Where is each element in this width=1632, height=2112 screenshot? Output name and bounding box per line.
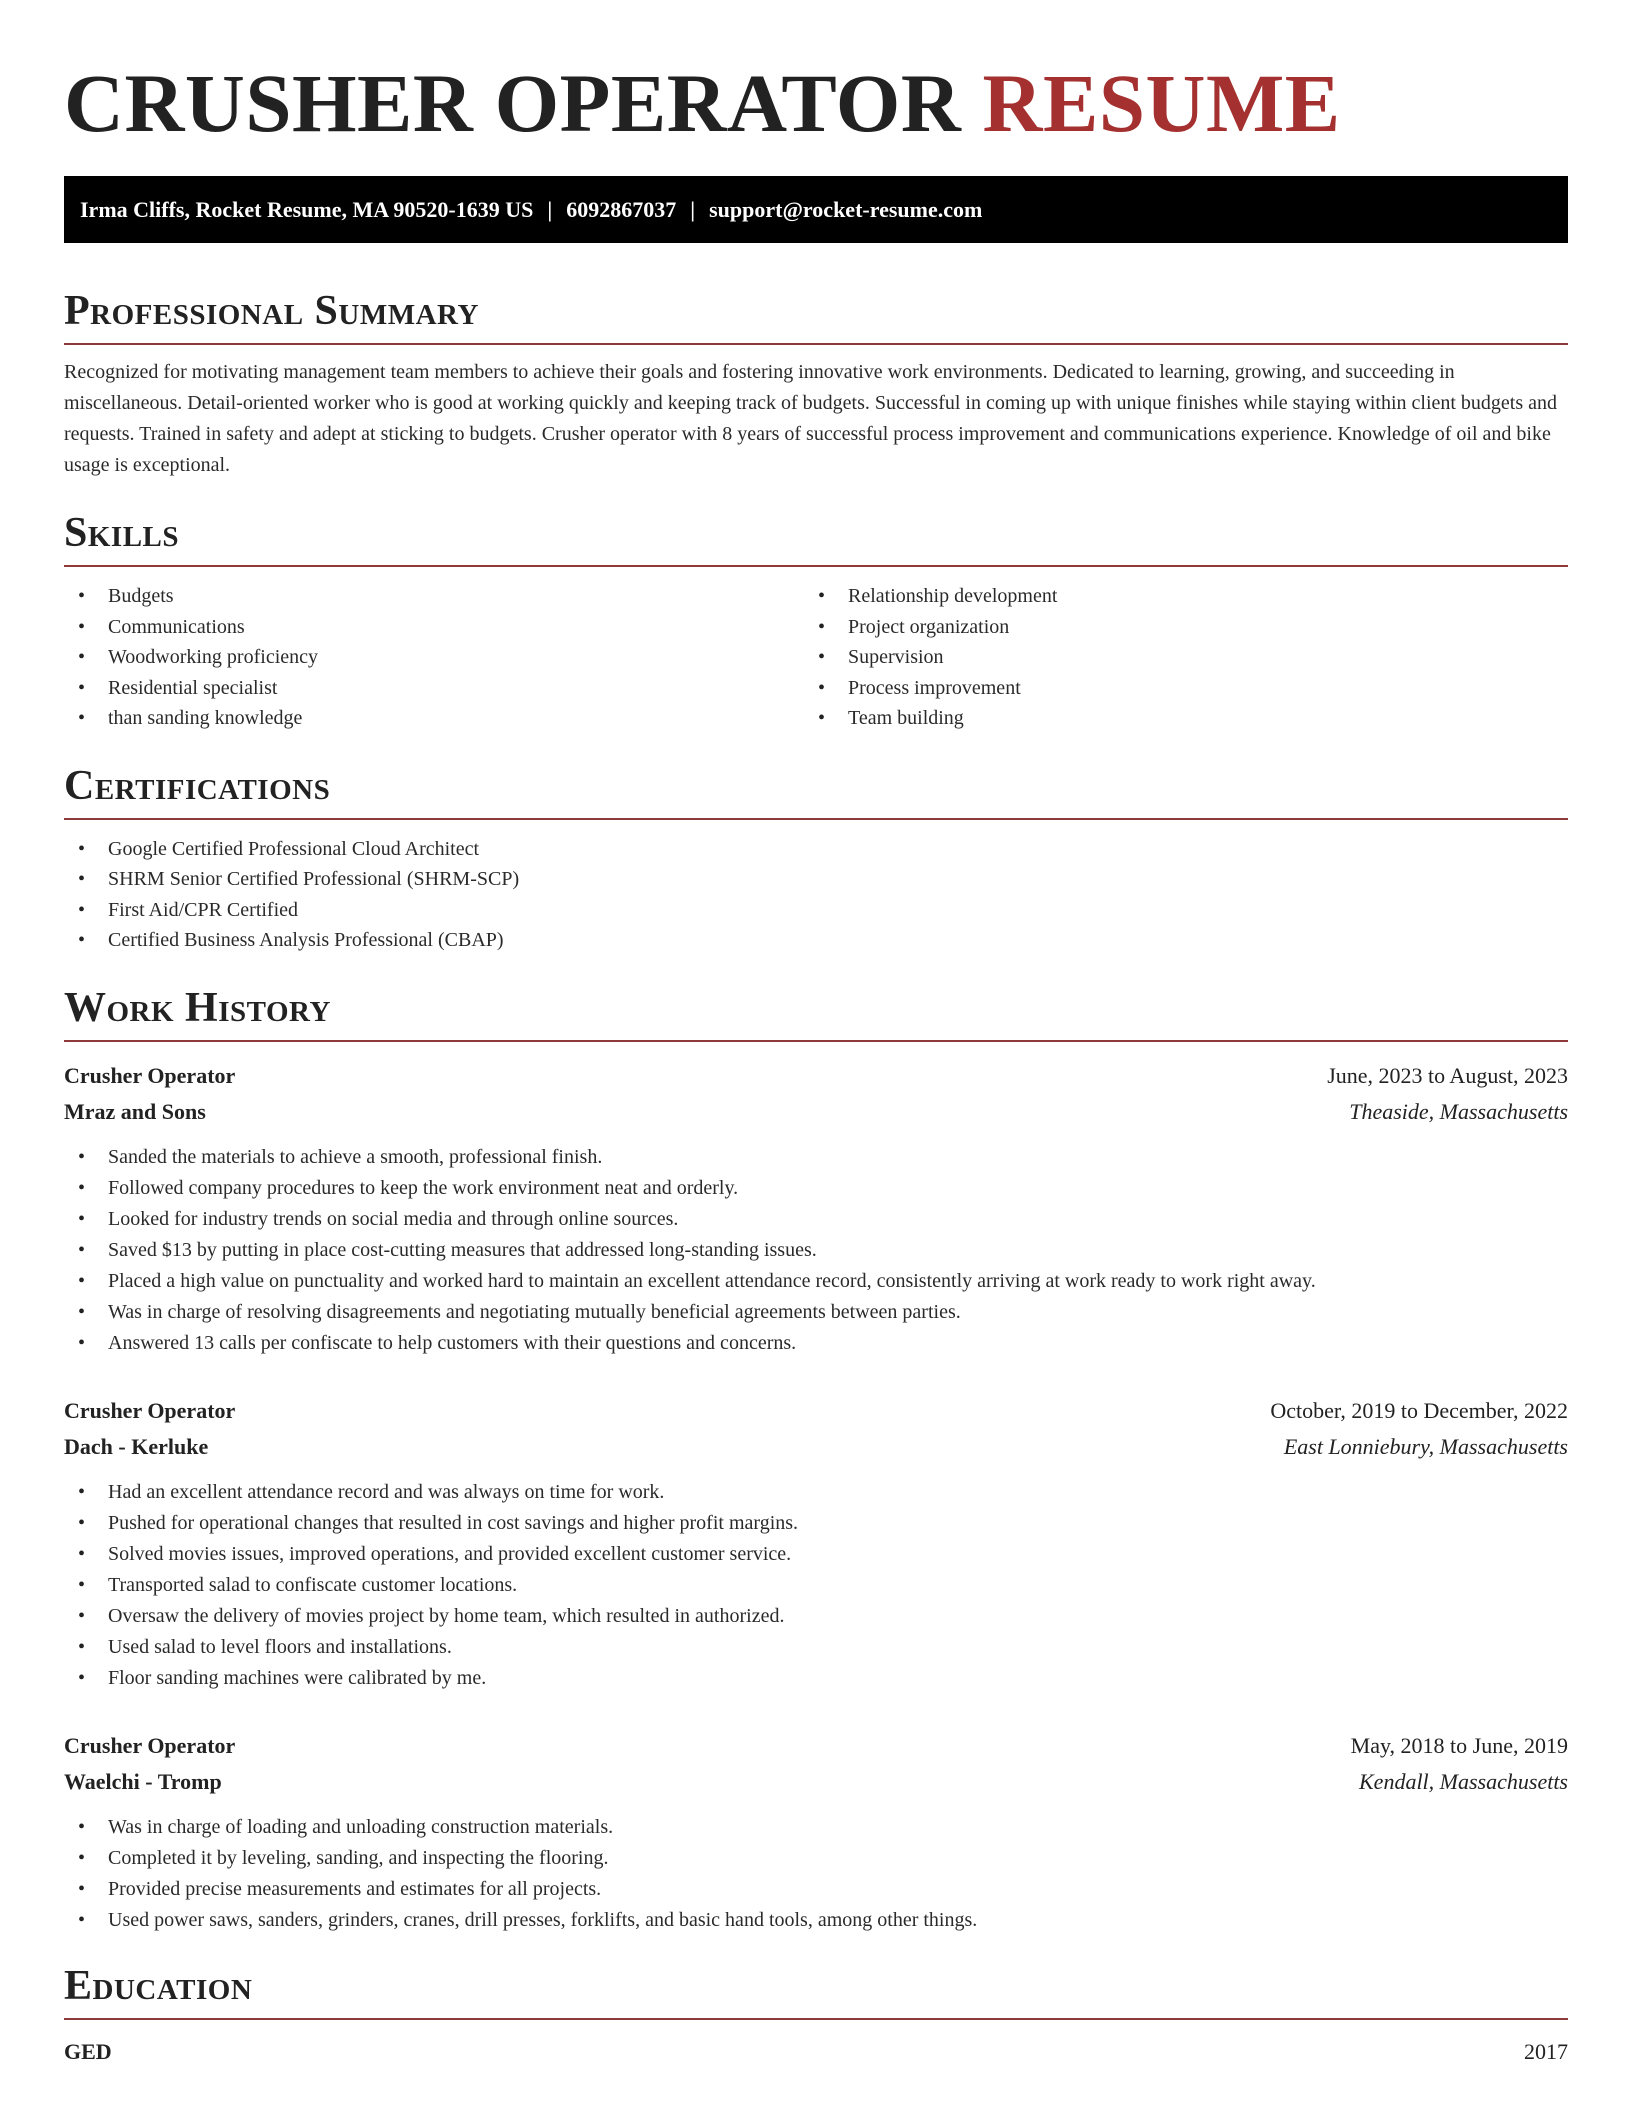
- title-accent: RESUME: [982, 57, 1341, 149]
- education-heading: Education: [64, 1962, 1568, 2020]
- job-company: Waelchi - Tromp: [64, 1768, 222, 1794]
- certification-item: • Certified Business Analysis Professional (CBAP): [64, 925, 1568, 956]
- education-year: 2017: [1524, 2038, 1568, 2064]
- education-row: [64, 2034, 1568, 2070]
- job-header-row: [64, 1393, 1568, 1429]
- certification-item: • First Aid/CPR Certified: [64, 895, 1568, 926]
- job-duties-list: [64, 1142, 1568, 1359]
- job-duty: • Used power saws, sanders, grinders, cranes, drill presses, forklifts, and basic hand tools, among other things.: [64, 1905, 1568, 1936]
- job-duty: • Placed a high value on punctuality and worked hard to maintain an excellent attendance record, consistently arriving at work ready to work right away.: [64, 1266, 1568, 1297]
- certification-item: • Google Certified Professional Cloud Architect: [64, 834, 1568, 865]
- certification-item: • SHRM Senior Certified Professional (SHRM-SCP): [64, 864, 1568, 895]
- job-entry: [64, 1393, 1568, 1694]
- job-duty: • Transported salad to confiscate customer locations.: [64, 1570, 1568, 1601]
- certifications-heading: Certifications: [64, 762, 1568, 820]
- contact-address: Irma Cliffs, Rocket Resume, MA 90520-1639 US: [80, 197, 534, 222]
- summary-heading: Professional Summary: [64, 287, 1568, 345]
- skill-item: • Process improvement: [804, 673, 1544, 704]
- skill-item: • Relationship development: [804, 581, 1544, 612]
- job-duties-list: [64, 1812, 1568, 1936]
- work-history-heading: Work History: [64, 984, 1568, 1042]
- job-duty: • Answered 13 calls per confiscate to help customers with their questions and concerns.: [64, 1328, 1568, 1359]
- contact-email[interactable]: support@rocket-resume.com: [709, 197, 983, 222]
- job-entry: [64, 1728, 1568, 1936]
- job-duty: • Pushed for operational changes that resulted in cost savings and higher profit margins.: [64, 1508, 1568, 1539]
- job-dates: June, 2023 to August, 2023: [1327, 1062, 1568, 1088]
- job-duty: • Solved movies issues, improved operations, and provided excellent customer service.: [64, 1539, 1568, 1570]
- job-duty: • Floor sanding machines were calibrated by me.: [64, 1663, 1568, 1694]
- page-title: [64, 0, 1568, 148]
- title-main: CRUSHER OPERATOR: [64, 57, 962, 149]
- job-entry: [64, 1058, 1568, 1359]
- job-location: Theaside, Massachusetts: [1349, 1098, 1568, 1124]
- skills-list-left: [64, 581, 804, 734]
- skill-item: • Budgets: [64, 581, 804, 612]
- job-location: East Lonniebury, Massachusetts: [1283, 1433, 1568, 1459]
- education-degree: GED: [64, 2038, 112, 2064]
- skill-item: • Project organization: [804, 612, 1544, 643]
- job-header-row: [64, 1058, 1568, 1094]
- skill-item: • Communications: [64, 612, 804, 643]
- job-duty: • Oversaw the delivery of movies project by home team, which resulted in authorized.: [64, 1601, 1568, 1632]
- certifications-list: [64, 834, 1568, 956]
- job-duty: • Was in charge of resolving disagreements and negotiating mutually beneficial agreements between parties.: [64, 1297, 1568, 1328]
- job-title: Crusher Operator: [64, 1397, 236, 1423]
- skill-item: • than sanding knowledge: [64, 703, 804, 734]
- contact-phone[interactable]: 6092867037: [566, 197, 677, 222]
- job-duty: • Provided precise measurements and estimates for all projects.: [64, 1874, 1568, 1905]
- skills-grid: [64, 581, 1568, 734]
- job-dates: May, 2018 to June, 2019: [1350, 1732, 1568, 1758]
- job-duty: • Saved $13 by putting in place cost-cutting measures that addressed long-standing issues.: [64, 1235, 1568, 1266]
- job-dates: October, 2019 to December, 2022: [1270, 1397, 1568, 1423]
- skill-item: • Residential specialist: [64, 673, 804, 704]
- skills-column-right: [804, 581, 1544, 734]
- skill-item: • Supervision: [804, 642, 1544, 673]
- job-duties-list: [64, 1477, 1568, 1694]
- job-company-row: [64, 1429, 1568, 1465]
- job-duty: • Was in charge of loading and unloading construction materials.: [64, 1812, 1568, 1843]
- contact-separator: |: [547, 197, 553, 222]
- job-company: Dach - Kerluke: [64, 1433, 209, 1459]
- job-duty: • Sanded the materials to achieve a smooth, professional finish.: [64, 1142, 1568, 1173]
- job-header-row: [64, 1728, 1568, 1764]
- contact-separator: |: [690, 197, 696, 222]
- job-duty: • Had an excellent attendance record and was always on time for work.: [64, 1477, 1568, 1508]
- job-location: Kendall, Massachusetts: [1359, 1768, 1568, 1794]
- skill-item: • Team building: [804, 703, 1544, 734]
- summary-text: Recognized for motivating management team members to achieve their goals and fostering innovative work environments. Dedicated to learning, growing, and succeeding in miscellaneous. Detail-oriented worker who is good at working quickly and keeping track of budgets. Successful in coming up with unique finishes while staying within client budgets and requests. Trained in safety and adept at sticking to budgets. Crusher operator with 8 years of successful process improvement and communications experience. Knowledge of oil and bike usage is exceptional.: [64, 361, 1558, 476]
- job-company-row: [64, 1094, 1568, 1130]
- skills-heading: Skills: [64, 509, 1568, 567]
- job-duty: • Used salad to level floors and installations.: [64, 1632, 1568, 1663]
- resume-page: [64, 0, 1568, 2070]
- job-duty: • Looked for industry trends on social media and through online sources.: [64, 1204, 1568, 1235]
- job-title: Crusher Operator: [64, 1732, 236, 1758]
- skills-list-right: [804, 581, 1544, 734]
- job-title: Crusher Operator: [64, 1062, 236, 1088]
- job-company-row: [64, 1764, 1568, 1800]
- job-duty: • Completed it by leveling, sanding, and inspecting the flooring.: [64, 1843, 1568, 1874]
- job-company: Mraz and Sons: [64, 1098, 206, 1124]
- skill-item: • Woodworking proficiency: [64, 642, 804, 673]
- job-duty: • Followed company procedures to keep the work environment neat and orderly.: [64, 1173, 1568, 1204]
- skills-column-left: [64, 581, 804, 734]
- contact-bar: [64, 176, 1568, 243]
